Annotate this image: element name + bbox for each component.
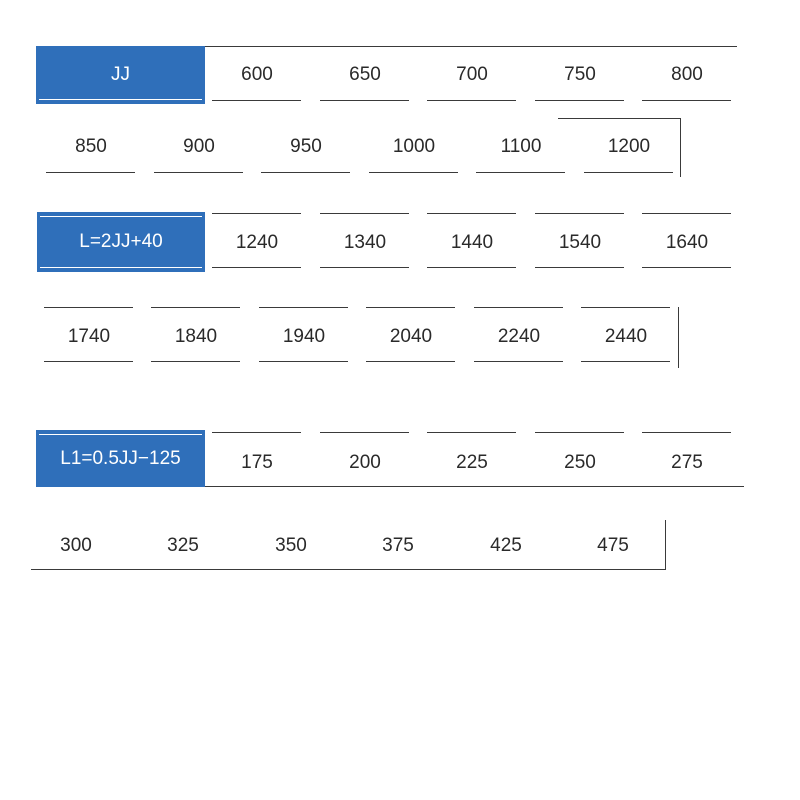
table-cell: 200 [349,452,381,473]
table-cell: 350 [275,535,307,556]
table-cell: 175 [241,452,273,473]
cell-overline [212,432,301,433]
cell-underline [154,172,243,173]
table-cell: 1200 [607,136,651,157]
cell-underline [44,361,133,362]
table-cell: 1940 [282,326,326,347]
cell-overline [535,213,624,214]
cell-overline [259,307,348,308]
cell-underline [151,361,240,362]
jj-header-label: JJ [111,64,130,85]
cell-overline [642,213,731,214]
cell-underline [259,361,348,362]
table-rule [205,486,744,487]
cell-underline [46,172,135,173]
table-cell: 425 [490,535,522,556]
cell-underline [320,267,409,268]
l-header-label: L=2JJ+40 [79,231,163,252]
table-cell: 1440 [450,232,494,253]
cell-underline [212,100,301,101]
table-cell: 750 [564,64,596,85]
table-cell: 1840 [174,326,218,347]
row-end-rule [665,520,666,569]
table-cell: 325 [167,535,199,556]
table-cell: 2440 [604,326,648,347]
l-header [37,212,205,272]
jj-header [36,46,205,104]
cell-underline [535,100,624,101]
table-cell: 225 [456,452,488,473]
table-cell: 800 [671,64,703,85]
table-cell: 300 [60,535,92,556]
table-cell: 650 [349,64,381,85]
cell-underline [427,100,516,101]
cell-underline [474,361,563,362]
table-cell: 1340 [343,232,387,253]
table-cell: 1240 [235,232,279,253]
cell-underline [584,172,673,173]
cell-overline [320,213,409,214]
cell-underline [320,100,409,101]
cell-overline [151,307,240,308]
cell-underline [642,267,731,268]
cell-overline [427,213,516,214]
cell-underline [581,361,670,362]
table-cell: 250 [564,452,596,473]
cell-underline [642,100,731,101]
table-cell: 1100 [500,136,542,157]
table-cell: 475 [597,535,629,556]
table-bottom-rule [31,569,666,570]
row-end-rule [678,307,679,368]
cell-overline [44,307,133,308]
table-cell: 2040 [389,326,433,347]
cell-underline [261,172,350,173]
cell-overline [581,307,670,308]
table-cell: 850 [75,136,107,157]
row-top-rule [558,118,681,119]
table-cell: 1000 [392,136,436,157]
cell-underline [212,267,301,268]
table-cell: 1740 [67,326,111,347]
cell-overline [366,307,455,308]
table-top-rule [205,46,737,47]
cell-overline [320,432,409,433]
cell-overline [427,432,516,433]
cell-underline [535,267,624,268]
l1-header-label: L1=0.5JJ−125 [60,447,181,469]
table-cell: 950 [290,136,322,157]
table-cell: 375 [382,535,414,556]
cell-overline [535,432,624,433]
l1-header [36,430,205,487]
table-cell: 2240 [497,326,541,347]
row-end-rule [680,118,681,177]
table-cell: 700 [456,64,488,85]
cell-underline [427,267,516,268]
table-cell: 1640 [665,232,709,253]
cell-overline [212,213,301,214]
cell-overline [474,307,563,308]
table-cell: 275 [671,452,703,473]
cell-underline [369,172,458,173]
cell-overline [642,432,731,433]
table-cell: 1540 [558,232,602,253]
table-cell: 600 [241,64,273,85]
cell-underline [476,172,565,173]
table-cell: 900 [183,136,215,157]
cell-underline [366,361,455,362]
